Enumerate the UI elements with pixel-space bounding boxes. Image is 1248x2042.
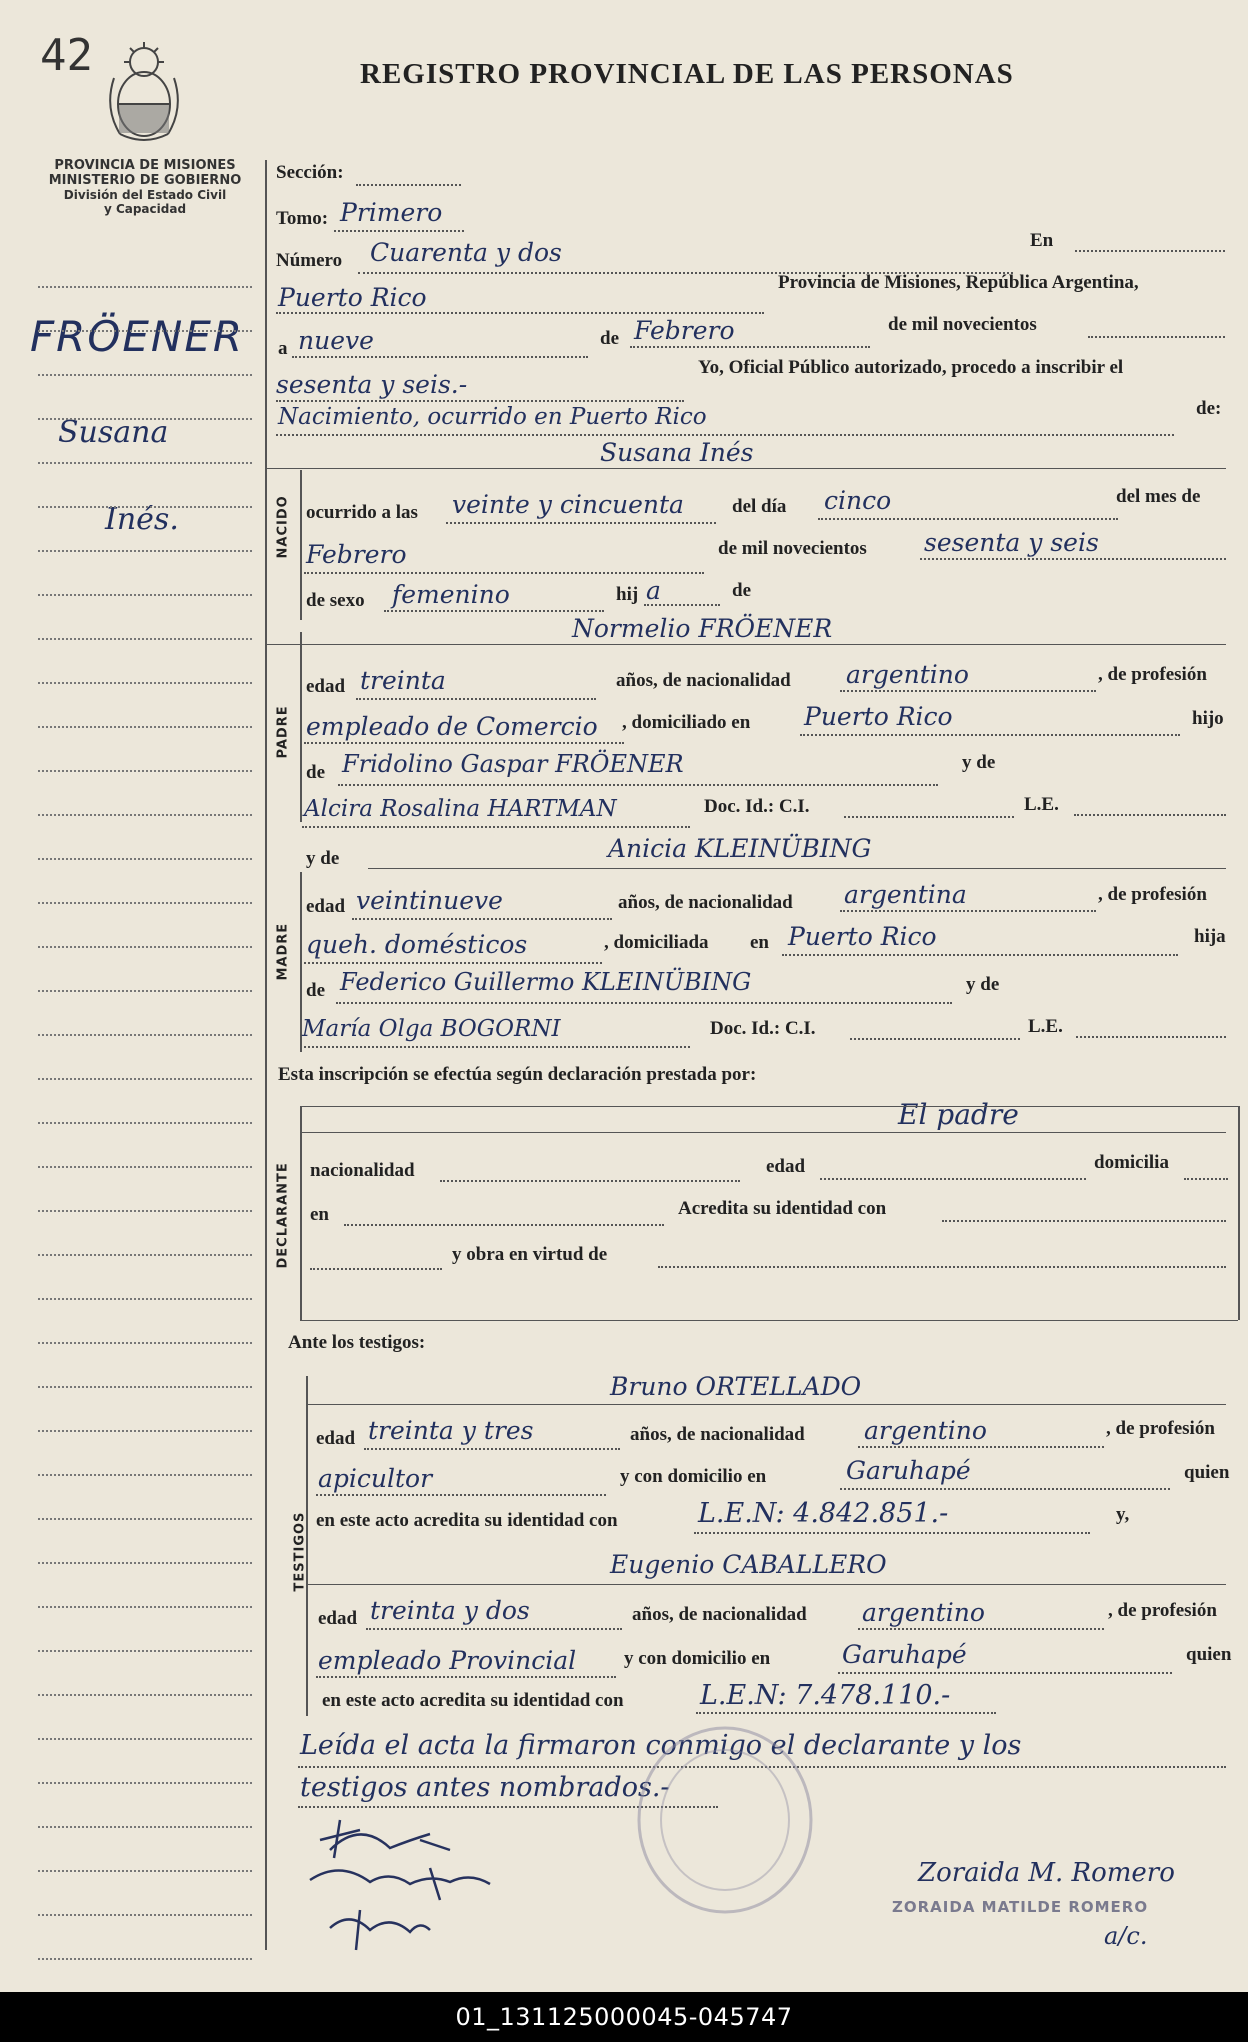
padre-prof-line (304, 742, 624, 744)
abuela-paterna-line (302, 826, 690, 828)
mes-value: Febrero (634, 316, 735, 345)
testigo2-domicilio: Garuhapé (842, 1640, 967, 1669)
label-madre-prof: , de profesión (1098, 884, 1207, 905)
testigo1-nombre: Bruno ORTELLADO (610, 1372, 862, 1401)
closing-line-2: testigos antes nombrados.- (300, 1772, 670, 1803)
mes-line (630, 346, 870, 348)
margin-rule (38, 1562, 252, 1564)
margin-rule (38, 286, 252, 288)
label-mil-novecientos: de mil novecientos (888, 314, 1037, 335)
testigo1-domicilio: Garuhapé (846, 1456, 971, 1485)
margin-rule (38, 770, 252, 772)
abuelo-paterno-line (338, 784, 938, 786)
margin-rule (38, 1694, 252, 1696)
margin-rule (38, 726, 252, 728)
madre-nacionalidad: argentina (844, 880, 967, 909)
label-madre-doc: Doc. Id.: C.I. (710, 1018, 816, 1039)
nacido-border (300, 470, 302, 620)
margin-rule (38, 1430, 252, 1432)
decl-dom-line (1184, 1178, 1228, 1180)
label-padre-edad: edad (306, 676, 346, 697)
abuela-materna-line (300, 1046, 690, 1048)
label-decl-acredita: Acredita su identidad con (678, 1198, 887, 1219)
hij-line (644, 604, 720, 606)
sexo-line (384, 610, 604, 612)
agency-block (30, 158, 260, 216)
label-madre-le: L.E. (1028, 1016, 1063, 1037)
t1-nac-line (858, 1446, 1104, 1448)
decl-obra-line2 (658, 1266, 1226, 1268)
t1-prof-line (316, 1494, 606, 1496)
official-stamp-text: ZORAIDA MATILDE ROMERO (892, 1898, 1149, 1916)
dia-nac-value: cinco (824, 486, 892, 515)
label-hija: hija (1194, 926, 1226, 947)
padre-profesion: empleado de Comercio (306, 712, 598, 741)
footer-id: 01_131125000045-045747 (0, 1992, 1248, 2042)
testigo1-top-line (306, 1404, 1226, 1405)
label-de: de (600, 328, 619, 349)
en-line (1075, 250, 1225, 252)
padre-top-line (266, 644, 1226, 645)
label-ocurrido: ocurrido a las (306, 502, 418, 523)
margin-rule (38, 330, 252, 332)
anio-nac-line (920, 558, 1226, 560)
madre-nac-line (840, 910, 1096, 912)
nacido-top-line (266, 468, 1226, 469)
abuela-materna: María Olga BOGORNI (302, 1016, 561, 1042)
padre-dom-line (800, 734, 1180, 736)
label-hij: hij (616, 584, 639, 605)
agency-line-3: División del Estado Civil (63, 188, 227, 202)
dia-value: nueve (298, 326, 374, 355)
margin-rule (38, 858, 252, 860)
official-stamp (630, 1720, 820, 1920)
t1-edad-line (364, 1448, 620, 1450)
margin-rule (38, 990, 252, 992)
t1-doc-line (694, 1532, 1090, 1534)
decl-nac-line (440, 1180, 740, 1182)
label-numero: Número (276, 250, 343, 271)
label-t1-y: y, (1116, 1504, 1130, 1525)
margin-first-name: Susana (58, 415, 169, 450)
label-del-mes: del mes de (1116, 486, 1201, 507)
lugar-value: Puerto Rico (278, 283, 427, 312)
label-t1-dom: y con domicilio en (620, 1466, 767, 1487)
padre-domicilio: Puerto Rico (804, 702, 953, 731)
madre-top-line (368, 868, 1226, 869)
margin-rule (38, 1078, 252, 1080)
tomo-value: Primero (340, 198, 443, 227)
madre-le-line (1076, 1036, 1226, 1038)
label-madre-dom: , domiciliada (604, 932, 709, 953)
label-t2-acto: en este acto acredita su identidad con (322, 1690, 624, 1711)
acto-value: Nacimiento, ocurrido en Puerto Rico (278, 404, 707, 430)
label-t2-prof: , de profesión (1108, 1600, 1217, 1621)
madre-profesion: queh. domésticos (306, 930, 528, 959)
label-decl-en: en (310, 1204, 329, 1225)
madre-domicilio: Puerto Rico (788, 922, 937, 951)
padre-le-line (1074, 814, 1226, 816)
margin-second-name: Inés. (105, 502, 179, 537)
madre-doc-line (850, 1038, 1020, 1040)
madre-dom-line (782, 954, 1178, 956)
tomo-line (334, 230, 464, 232)
section-declarante: DECLARANTE (275, 1162, 291, 1269)
label-padre-y-de: y de (962, 752, 996, 773)
label-declaracion: Esta inscripción se efectúa según declaración prestada por: (278, 1064, 757, 1085)
t2-nac-line (858, 1628, 1104, 1630)
margin-rule (38, 1606, 252, 1608)
label-t1-quien: quien (1184, 1462, 1230, 1483)
anio-line (276, 400, 684, 402)
t2-prof-line (316, 1676, 616, 1678)
label-hijo: hijo (1192, 708, 1224, 729)
abuelo-materno: Federico Guillermo KLEINÜBING (340, 968, 752, 996)
declarante-box-bottom (300, 1320, 1238, 1321)
label-madre-de: de (306, 980, 325, 1001)
sexo-value: femenino (392, 580, 510, 609)
margin-rule (38, 1738, 252, 1740)
label-t2-quien: quien (1186, 1644, 1232, 1665)
label-t2-dom: y con domicilio en (624, 1648, 771, 1669)
testigo2-profesion: empleado Provincial (318, 1646, 577, 1675)
official-suffix: a/c. (1104, 1922, 1148, 1950)
label-madre-edad: edad (306, 896, 346, 917)
nacido-nombre: Susana Inés (600, 438, 754, 467)
margin-rule (38, 638, 252, 640)
label-padre-dom: , domiciliado en (622, 712, 751, 733)
padre-nacionalidad: argentino (846, 660, 969, 689)
witness-signatures (300, 1810, 540, 1960)
label-t1-acto: en este acto acredita su identidad con (316, 1510, 618, 1531)
label-tomo: Tomo: (276, 208, 329, 229)
label-decl-domicilia: domicilia (1094, 1152, 1169, 1173)
margin-rule (38, 1122, 252, 1124)
label-seccion: Sección: (276, 162, 344, 183)
page-number: 42 (40, 30, 93, 81)
label-del-dia: del día (732, 496, 787, 517)
abuelo-materno-line (336, 1002, 952, 1004)
margin-rule (38, 1870, 252, 1872)
abuela-paterna: Alcira Rosalina HARTMAN (304, 796, 617, 822)
margin-rule (38, 1650, 252, 1652)
t2-dom-line (838, 1672, 1172, 1674)
label-de-sexo: de sexo (306, 590, 365, 611)
testigo2-nacionalidad: argentino (862, 1598, 985, 1627)
margin-surname: FRÖENER (30, 312, 245, 361)
label-padre-prof: , de profesión (1098, 664, 1207, 685)
padre-edad-line (356, 698, 596, 700)
label-madre-y-de: y de (306, 848, 340, 869)
decl-acredita-line (942, 1220, 1226, 1222)
testigo1-edad: treinta y tres (368, 1416, 534, 1445)
margin-rule (38, 1782, 252, 1784)
section-testigos: TESTIGOS (292, 1511, 308, 1592)
label-padre-de: de (306, 762, 325, 783)
margin-rule (38, 1958, 252, 1960)
label-provincia: Provincia de Misiones, República Argentina, (778, 272, 1139, 293)
margin-rule (38, 1298, 252, 1300)
anio-value: sesenta y seis.- (276, 370, 468, 399)
label-t1-prof: , de profesión (1106, 1418, 1215, 1439)
madre-edad: veintinueve (356, 886, 503, 915)
margin-rule (38, 1826, 252, 1828)
margin-rule (38, 1474, 252, 1476)
decl-en-line (344, 1224, 664, 1226)
closing-line-1: Leída el acta la firmaron conmigo el declarante y los (300, 1730, 1022, 1761)
seccion-line (356, 184, 461, 186)
label-madre-en: en (750, 932, 769, 953)
margin-rule (38, 1914, 252, 1916)
margin-rule (38, 462, 252, 464)
margin-rule (38, 1166, 252, 1168)
declarante-top-line (300, 1132, 1226, 1133)
official-signature: Zoraida M. Romero (918, 1858, 1175, 1888)
coat-of-arms-icon (100, 38, 188, 148)
declarante-nombre: El padre (898, 1098, 1019, 1131)
anio-nac-value: sesenta y seis (924, 528, 1099, 557)
declarante-left-border (300, 1106, 302, 1320)
margin-rule (38, 594, 252, 596)
margin-rule (38, 1386, 252, 1388)
numero-value: Cuarenta y dos (370, 238, 562, 267)
agency-line-4: y Capacidad (103, 202, 187, 216)
padre-nombre: Normelio FRÖENER (572, 614, 833, 643)
margin-rule (38, 1210, 252, 1212)
label-t1-edad: edad (316, 1428, 356, 1449)
declarante-box-top (300, 1106, 1238, 1107)
section-nacido: NACIDO (275, 495, 291, 559)
label-t1-nac: años, de nacionalidad (630, 1424, 805, 1445)
mes-nac-value: Febrero (306, 540, 407, 569)
document-title: REGISTRO PROVINCIAL DE LAS PERSONAS (360, 58, 1014, 90)
label-de-sexo-de: de (732, 580, 751, 601)
decl-obra-line1 (310, 1268, 442, 1270)
label-padre-doc: Doc. Id.: C.I. (704, 796, 810, 817)
hija-suffix: a (646, 576, 661, 605)
mes-nac-line (304, 572, 704, 574)
label-decl-nacionalidad: nacionalidad (310, 1160, 415, 1181)
margin-rule (38, 1034, 252, 1036)
testigo2-documento: L.E.N: 7.478.110.- (700, 1680, 951, 1711)
label-madre-y-de2: y de (966, 974, 1000, 995)
margin-rule (38, 374, 252, 376)
testigo2-nombre: Eugenio CABALLERO (610, 1550, 887, 1579)
label-yo-oficial: Yo, Oficial Público autorizado, procedo a inscribir el (698, 357, 1124, 378)
label-decl-edad: edad (766, 1156, 806, 1177)
margin-rule (38, 946, 252, 948)
label-decl-obra: y obra en virtud de (452, 1244, 608, 1265)
padre-edad: treinta (360, 666, 446, 695)
section-madre: MADRE (275, 922, 291, 981)
abuelo-paterno: Fridolino Gaspar FRÖENER (342, 750, 684, 778)
label-ante-testigos: Ante los testigos: (288, 1332, 426, 1353)
margin-rule (38, 682, 252, 684)
madre-edad-line (352, 918, 612, 920)
testigo2-top-line (306, 1584, 1226, 1585)
testigo2-edad: treinta y dos (370, 1596, 530, 1625)
dia-nac-line (818, 518, 1118, 520)
label-padre-le: L.E. (1024, 794, 1059, 815)
decl-edad-line (820, 1178, 1086, 1180)
acto-line (276, 434, 1174, 436)
testigo1-documento: L.E.N: 4.842.851.- (698, 1498, 949, 1529)
main-border (265, 160, 267, 1950)
t2-doc-line (696, 1712, 996, 1714)
label-t2-nac: años, de nacionalidad (632, 1604, 807, 1625)
section-padre: PADRE (275, 705, 291, 759)
madre-nombre: Anicia KLEINÜBING (608, 834, 872, 863)
declarante-right-border (1238, 1106, 1240, 1320)
label-padre-nac: años, de nacionalidad (616, 670, 791, 691)
margin-rule (38, 550, 252, 552)
hora-line (446, 522, 716, 524)
mil-novecientos-line (1088, 336, 1225, 338)
margin-rule (38, 1254, 252, 1256)
padre-nac-line (840, 690, 1096, 692)
label-de-colon: de: (1196, 398, 1222, 419)
madre-prof-line (304, 962, 602, 964)
label-t2-edad: edad (318, 1608, 358, 1629)
padre-doc-line (844, 816, 1014, 818)
label-en: En (1030, 230, 1054, 251)
margin-rule (38, 902, 252, 904)
label-madre-nac: años, de nacionalidad (618, 892, 793, 913)
t2-edad-line (366, 1628, 622, 1630)
hora-value: veinte y cincuenta (452, 490, 684, 519)
t1-dom-line (840, 1488, 1170, 1490)
margin-rule (38, 1342, 252, 1344)
label-a: a (278, 338, 288, 359)
margin-rule (38, 506, 252, 508)
lugar-line (276, 312, 764, 314)
margin-rule (38, 1518, 252, 1520)
label-de-mil-nov: de mil novecientos (718, 538, 867, 559)
margin-rule (38, 418, 252, 420)
agency-line-2: MINISTERIO DE GOBIERNO (48, 173, 242, 188)
dia-line (292, 356, 588, 358)
agency-line-1: PROVINCIA DE MISIONES (54, 158, 236, 173)
testigo1-profesion: apicultor (318, 1464, 433, 1493)
margin-rule (38, 814, 252, 816)
padre-border (300, 632, 302, 822)
testigo1-nacionalidad: argentino (864, 1416, 987, 1445)
